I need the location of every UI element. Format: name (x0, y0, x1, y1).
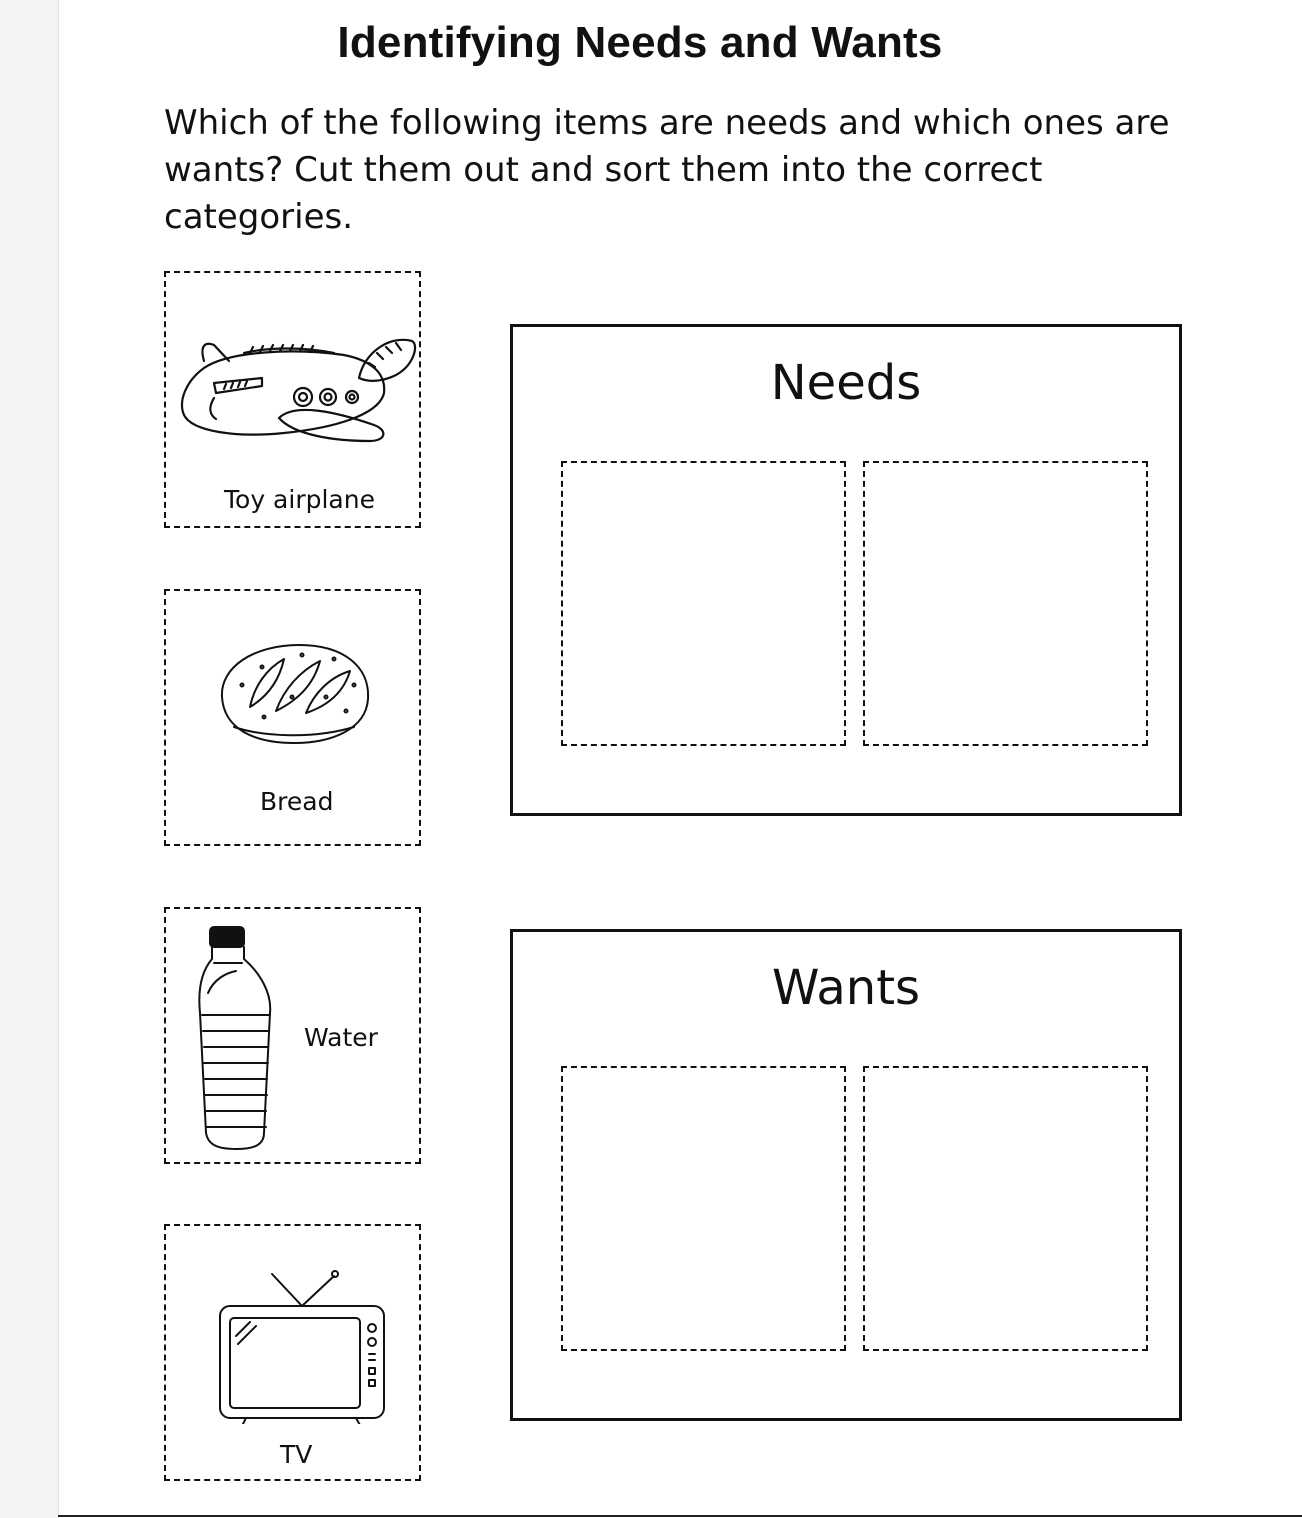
water-bottle-icon (196, 923, 276, 1153)
page-margin (0, 0, 59, 1518)
cutout-card-tv[interactable] (164, 1224, 421, 1481)
wants-drop-slot-1[interactable] (561, 1066, 846, 1351)
wants-heading: Wants (771, 960, 921, 1016)
needs-heading: Needs (770, 355, 922, 411)
wants-panel (510, 929, 1182, 1421)
card-label: Bread (260, 787, 334, 816)
cutout-card-toy-airplane[interactable] (164, 271, 421, 528)
tv-icon (216, 1248, 388, 1424)
cutout-card-bread[interactable] (164, 589, 421, 846)
instructions-text: Which of the following items are needs and which ones are wants? Cut them out and sort them into the correct categories. (164, 103, 1170, 237)
needs-drop-slot-2[interactable] (863, 461, 1148, 746)
card-label: Toy airplane (224, 485, 375, 514)
toy-airplane-icon (174, 323, 419, 453)
card-label: TV (280, 1440, 313, 1469)
cutout-card-water[interactable] (164, 907, 421, 1164)
card-label: Water (304, 1023, 378, 1052)
bottom-divider (58, 1515, 1302, 1517)
wants-drop-slot-2[interactable] (863, 1066, 1148, 1351)
needs-panel (510, 324, 1182, 816)
needs-drop-slot-1[interactable] (561, 461, 846, 746)
bread-icon (214, 637, 374, 749)
worksheet-title: Identifying Needs and Wants (337, 18, 943, 67)
